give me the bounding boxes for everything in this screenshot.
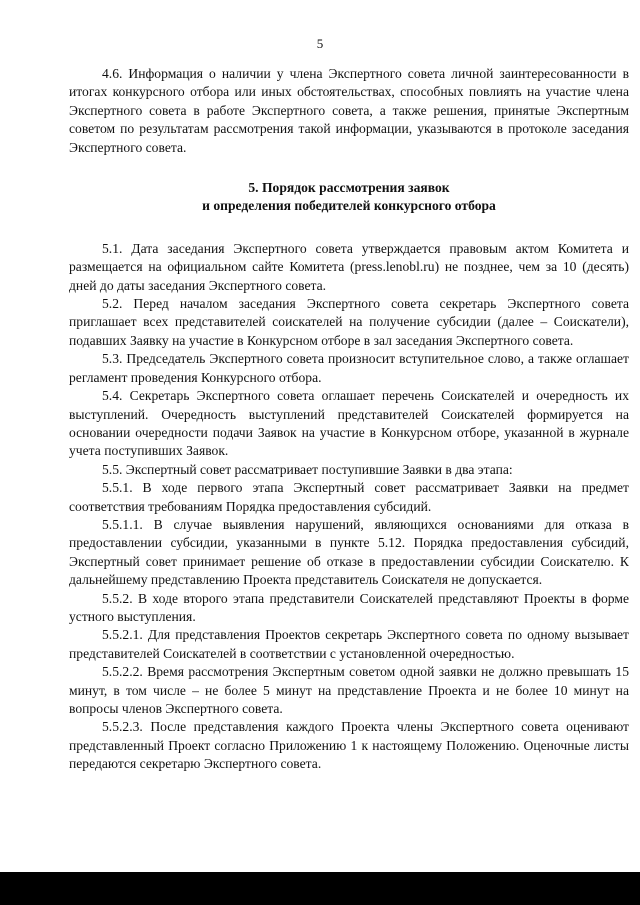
paragraph-5-5-2-2: 5.5.2.2. Время рассмотрения Экспертным советом одной заявки не должно превышать 15 минут, в том числе – не более 5 минут на представление Проекта и не более 10 минут на вопросы членов Экспертного совета.	[69, 664, 629, 716]
paragraph-5-4: 5.4. Секретарь Экспертного совета оглашает перечень Соискателей и очередность их выступлений. Очередность выступлений представителей Соискателей формируется на основании очередности подачи Заявок на участие в Конкурсном отборе, указанной в журнале учета поступивших Заявок.	[69, 388, 629, 459]
paragraph-5-5-1-1: 5.5.1.1. В случае выявления нарушений, являющихся основаниями для отказа в предоставлении субсидии, указанными в пункте 5.12. Порядка предоставления субсидий, Экспертный совет принимает решение об отказе в предоставлении субсидии Соискателю. К дальнейшему представлению Проекта представитель Соискателя не допускается.	[69, 516, 629, 588]
section-title-line-1: 5. Порядок рассмотрения заявок	[248, 180, 450, 196]
paragraph-5-5-2-1: 5.5.2.1. Для представления Проектов секретарь Экспертного совета по одному вызывает представителей Соискателей в соответствии с установленной очередностью.	[69, 627, 629, 661]
paragraph-5-5: 5.5. Экспертный совет рассматривает поступившие Заявки в два этапа:	[102, 461, 513, 477]
page-number: 5	[316, 36, 324, 51]
paragraph-5-5-1: 5.5.1. В ходе первого этапа Экспертный совет рассматривает Заявки на предмет соответствия требованиям Порядка предоставления субсидий.	[69, 480, 629, 514]
paragraph-5-3: 5.3. Председатель Экспертного совета произносит вступительное слово, а также оглашает регламент проведения Конкурсного отбора.	[69, 351, 629, 385]
document-body	[69, 65, 629, 774]
paragraph-5-2: 5.2. Перед началом заседания Экспертного совета секретарь Экспертного совета приглашает всех представителей соискателей на получение субсидии (далее – Соискатели), подавших Заявку на участие в Конкурсном отборе в зал заседания Экспертного совета.	[69, 296, 629, 348]
paragraph-5-1: 5.1. Дата заседания Экспертного совета утверждается правовым актом Комитета и размещается на официальном сайте Комитета (press.lenobl.ru) не позднее, чем за 10 (десять) дней до даты заседания Экспертного совета.	[69, 240, 629, 293]
paragraph-5-5-2: 5.5.2. В ходе второго этапа представители Соискателей представляют Проекты в форме устного выступления.	[69, 590, 629, 624]
paragraph-4-6: 4.6. Информация о наличии у члена Экспертного совета личной заинтересованности в итогах конкурсного отбора или иных обстоятельствах, способных повлиять на участие члена Экспертного совета в работе Экспертного совета, а также решения, принятые Экспертным советом по результатам рассмотрения такой информации, указываются в протоколе заседания Экспертного совета.	[69, 66, 629, 155]
paragraph-5-5-2-3: 5.5.2.3. После представления каждого Проекта члены Экспертного совета оценивают представленный Проект согласно Приложению 1 к настоящему Положению. Оценочные листы передаются секретарю Экспертного совета.	[69, 719, 629, 772]
scan-border-bottom	[0, 872, 640, 905]
section-heading	[69, 179, 629, 216]
section-title-line-2: и определения победителей конкурсного отбора	[202, 198, 496, 214]
